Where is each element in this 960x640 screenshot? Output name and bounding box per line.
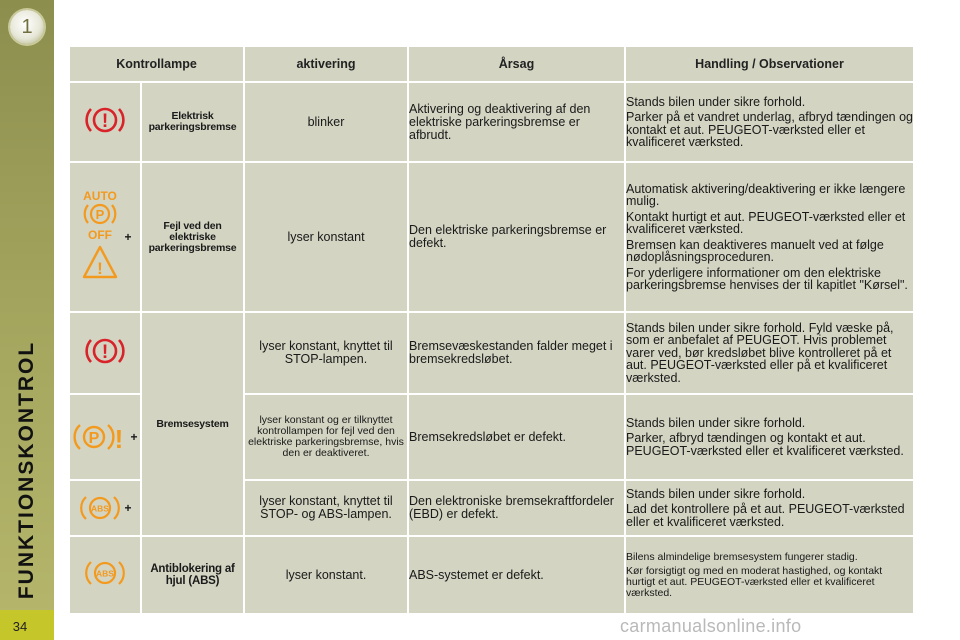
actions-cell <box>625 82 914 162</box>
activation-cell: blinker <box>244 82 408 162</box>
activation-cell: lyser konstant og er tilknyttet kontrollampen for fejl ved den elektriske parkeringsbremse, hvis den er deaktiveret. <box>244 394 408 480</box>
lamp-name: Bremsesystem <box>141 312 244 536</box>
action-text: Kontakt hurtigt et aut. PEUGEOT-værksted eller et kvalificeret værksted. <box>626 209 906 236</box>
action-text: Automatisk aktivering/deaktivering er ikke længere mulig. <box>626 181 906 208</box>
table-header-row <box>69 46 914 82</box>
parking-brake-fault-icon <box>72 419 128 455</box>
activation-cell: lyser konstant <box>244 162 408 312</box>
epb-off-label: OFF <box>88 228 113 242</box>
lamp-name: Antiblokering af hjul (ABS) <box>141 536 244 614</box>
action-text: Parker, afbryd tændingen og kontakt et aut. PEUGEOT-værksted eller et kvalificeret værksted. <box>626 431 904 458</box>
cause-cell: Bremsevæskestanden falder meget i bremsekredsløbet. <box>408 312 625 394</box>
plus-sign: + <box>124 230 132 244</box>
icon-cell <box>69 536 141 614</box>
activation-cell: lyser konstant. <box>244 536 408 614</box>
action-text: Lad det kontrollere på et aut. PEUGEOT-værksted eller et kvalificeret værksted. <box>626 502 905 529</box>
actions-cell <box>625 536 914 614</box>
table-row <box>69 312 914 394</box>
section-title: FUNKTIONSKONTROL <box>15 340 38 600</box>
cause-cell: Den elektriske parkeringsbremse er defekt. <box>408 162 625 312</box>
svg-text:ABS: ABS <box>96 568 114 578</box>
action-text: Stands bilen under sikre forhold. Fyld væske på, som er anbefalet af PEUGEOT. Hvis problemet varer ved, bør kredsløbet blive kontrolleret på et aut. PEUGEOT-værksted eller på et kvalificeret værksted. <box>626 320 894 385</box>
table-row <box>69 162 914 312</box>
page-number: 34 <box>12 619 28 634</box>
cause-cell: ABS-systemet er defekt. <box>408 536 625 614</box>
table-row <box>69 536 914 614</box>
svg-text:!: ! <box>101 341 109 363</box>
icon-cell <box>69 394 141 480</box>
svg-text:P: P <box>96 207 105 222</box>
header-kontrollampe: Kontrollampe <box>69 46 244 82</box>
plus-sign: + <box>124 501 132 515</box>
action-text: Bilens almindelige bremsesystem fungerer stadig. <box>626 550 858 563</box>
icon-cell <box>69 162 141 312</box>
action-text: Stands bilen under sikre forhold. <box>626 94 806 109</box>
chapter-badge <box>10 10 44 44</box>
header-aktivering: aktivering <box>244 46 408 82</box>
abs-icon <box>78 492 122 524</box>
icon-cell <box>69 312 141 394</box>
cause-cell: Den elektroniske bremsekraftfordeler (EBD) er defekt. <box>408 480 625 536</box>
actions-cell <box>625 480 914 536</box>
actions-cell <box>625 312 914 394</box>
svg-text:!: ! <box>97 259 104 278</box>
svg-text:!: ! <box>115 424 124 454</box>
epb-fault-icons <box>78 187 122 287</box>
action-text: Parker på et vandret underlag, afbryd tændingen og kontakt et aut. PEUGEOT-værksted eller et kvalificeret værksted. <box>626 110 913 149</box>
epb-auto-label: AUTO <box>83 189 118 203</box>
watermark: carmanualsonline.info <box>620 616 802 636</box>
action-text: Stands bilen under sikre forhold. <box>626 415 806 430</box>
chapter-sidebar <box>0 0 56 640</box>
cause-cell: Bremsekredsløbet er defekt. <box>408 394 625 480</box>
icon-cell <box>69 82 141 162</box>
activation-cell: lyser konstant, knyttet til STOP-lampen. <box>244 312 408 394</box>
plus-sign: + <box>130 430 138 444</box>
lamp-name: Elektrisk parkeringsbremse <box>141 82 244 162</box>
action-text: Stands bilen under sikre forhold. <box>626 486 806 501</box>
cause-cell: Aktivering og deaktivering af den elektriske parkeringsbremse er afbrudt. <box>408 82 625 162</box>
activation-cell: lyser konstant, knyttet til STOP- og ABS-lampen. <box>244 480 408 536</box>
lamp-name: Fejl ved den elektriske parkeringsbremse <box>141 162 244 312</box>
header-arsag: Årsag <box>408 46 625 82</box>
action-text: Bremsen kan deaktiveres manuelt ved at følge nødoplåsningsproceduren. <box>626 237 884 264</box>
header-handling: Handling / Observationer <box>625 46 914 82</box>
actions-cell <box>625 162 914 312</box>
actions-cell <box>625 394 914 480</box>
svg-text:P: P <box>89 430 100 447</box>
brake-warning-glyph: ! <box>101 110 109 132</box>
chapter-number: 1 <box>21 15 33 38</box>
warning-lamps-table <box>68 45 915 615</box>
svg-text:ABS: ABS <box>91 503 110 514</box>
abs-icon <box>83 557 127 589</box>
action-text: Kør forsigtigt og med en moderat hastighed, og kontakt hurtigt et aut. PEUGEOT-værksted eller et kvalificeret værksted. <box>626 564 883 599</box>
brake-warning-icon <box>83 333 127 369</box>
table-row <box>69 82 914 162</box>
icon-cell <box>69 480 141 536</box>
brake-warning-icon <box>83 102 127 138</box>
action-text: For yderligere informationer om den elektriske parkeringsbremse henvises der til kapitlet "Kørsel". <box>626 265 908 292</box>
